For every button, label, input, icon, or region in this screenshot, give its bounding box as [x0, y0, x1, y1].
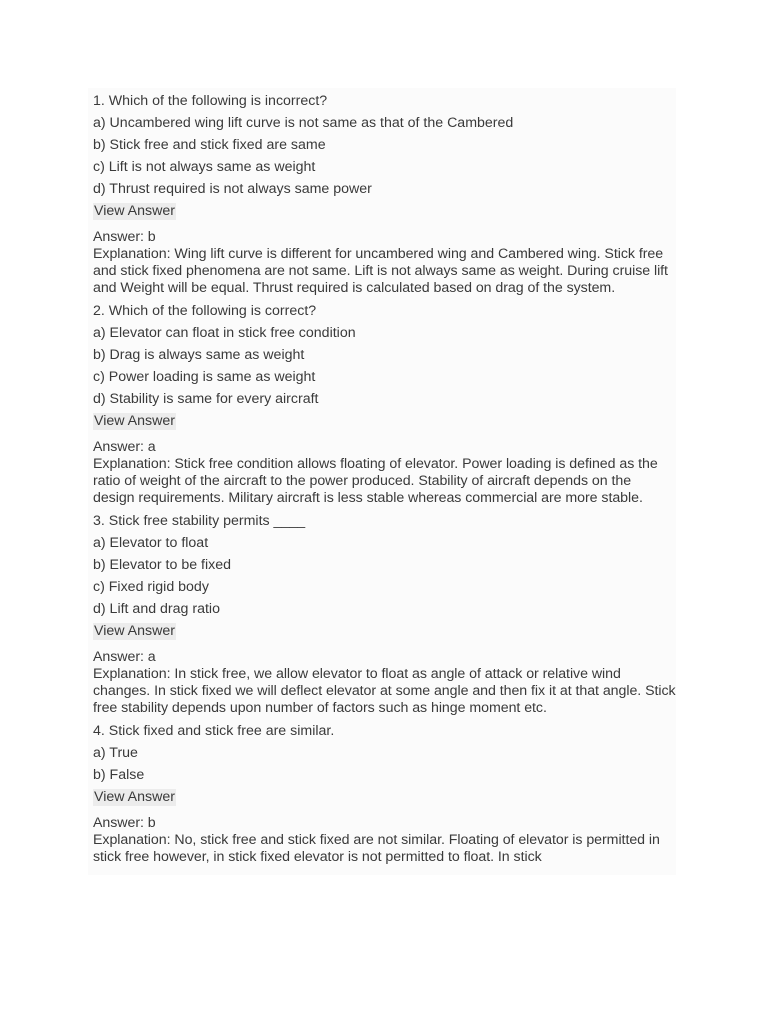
question-block-4 [93, 722, 676, 866]
answer-text: Answer: b [93, 815, 156, 831]
question-text: 1. Which of the following is incorrect? [93, 93, 328, 109]
explanation-text: Explanation: Wing lift curve is different for uncambered wing and Cambered wing. Stick free and stick fixed phenomena are not same. Lift is not always same as weight. During cruise lift and Weight will be equal. Thrust required is calculated based on drag of the system. [93, 246, 668, 296]
answer-text: Answer: a [93, 439, 156, 455]
view-answer-button[interactable]: View Answer [94, 413, 175, 429]
option-c: c) Power loading is same as weight [93, 369, 316, 385]
answer-text: Answer: b [93, 229, 156, 245]
answer-text: Answer: a [93, 649, 156, 665]
view-answer-button[interactable]: View Answer [94, 623, 175, 639]
question-list [88, 88, 676, 875]
option-a: a) Elevator can float in stick free condition [93, 325, 356, 341]
view-answer-button[interactable]: View Answer [94, 789, 175, 805]
explanation-text: Explanation: Stick free condition allows floating of elevator. Power loading is defined as the ratio of weight of the aircraft to the power produced. Stability of aircraft depends on the design requirements. Military aircraft is less stable whereas commercial are more stable. [93, 456, 658, 506]
question-text: 3. Stick free stability permits ____ [93, 513, 306, 529]
option-d: d) Stability is same for every aircraft [93, 391, 319, 407]
option-c: c) Fixed rigid body [93, 579, 209, 595]
option-b: b) False [93, 767, 145, 783]
question-text: 2. Which of the following is correct? [93, 303, 317, 319]
explanation-text: Explanation: No, stick free and stick fixed are not similar. Floating of elevator is permitted in stick free however, in stick fixed elevator is not permitted to float. In stick [93, 832, 660, 865]
view-answer-button[interactable]: View Answer [94, 203, 175, 219]
question-text: 4. Stick fixed and stick free are similar. [93, 723, 335, 739]
option-d: d) Thrust required is not always same power [93, 181, 372, 197]
option-a: a) True [93, 745, 138, 761]
option-a: a) Uncambered wing lift curve is not same as that of the Cambered [93, 115, 514, 131]
question-block-2 [93, 302, 676, 507]
option-b: b) Elevator to be fixed [93, 557, 232, 573]
option-c: c) Lift is not always same as weight [93, 159, 316, 175]
question-block-1 [93, 92, 676, 297]
option-a: a) Elevator to float [93, 535, 209, 551]
option-d: d) Lift and drag ratio [93, 601, 220, 617]
option-b: b) Stick free and stick fixed are same [93, 137, 326, 153]
explanation-text: Explanation: In stick free, we allow elevator to float as angle of attack or relative wind changes. In stick fixed we will deflect elevator at some angle and then fix it at that angle. Stick free stability depends upon number of factors such as hinge moment etc. [93, 666, 676, 716]
question-block-3 [93, 512, 676, 717]
option-b: b) Drag is always same as weight [93, 347, 305, 363]
